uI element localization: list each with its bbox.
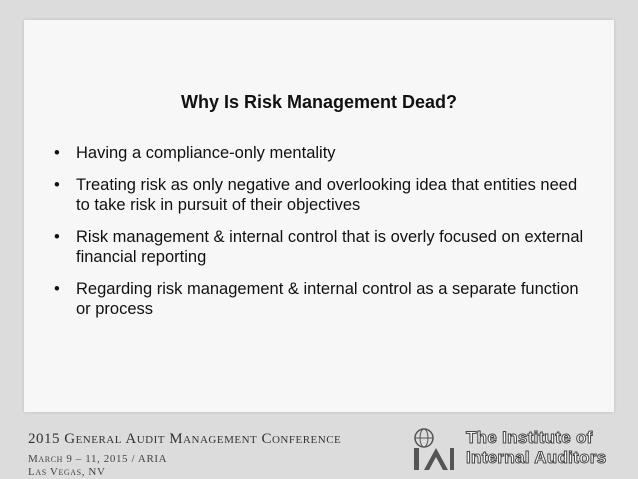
bullet-marker: • xyxy=(54,228,60,246)
bullet-text: Having a compliance-only mentality xyxy=(76,144,336,162)
logo-line2: Internal Auditors xyxy=(466,448,607,467)
bullet-text: Treating risk as only negative and overlooking idea that entities need to take risk in pursuit of their objectives xyxy=(76,176,578,214)
logo-line1: The Institute of xyxy=(466,428,593,447)
conference-dates: March 9 – 11, 2015 / ARIA xyxy=(28,453,168,465)
list-item xyxy=(54,175,584,215)
globe-icon xyxy=(410,426,464,472)
bullet-list xyxy=(54,143,584,331)
slide-footer xyxy=(0,420,638,479)
bullet-marker: • xyxy=(54,144,60,162)
logo-wordmark xyxy=(466,428,606,468)
slide-title: Why Is Risk Management Dead? xyxy=(180,92,458,112)
bullet-marker: • xyxy=(54,280,60,298)
list-item xyxy=(54,143,584,163)
list-item xyxy=(54,227,584,267)
bullet-marker: • xyxy=(54,176,60,194)
iia-logo xyxy=(410,426,610,472)
conference-title: 2015 General Audit Management Conference xyxy=(28,431,342,447)
bullet-text: Regarding risk management & internal control as a separate function or process xyxy=(76,280,579,318)
conference-location: Las Vegas, NV xyxy=(28,466,106,478)
bullet-text: Risk management & internal control that is overly focused on external financial reporting xyxy=(76,228,584,266)
list-item xyxy=(54,279,584,319)
